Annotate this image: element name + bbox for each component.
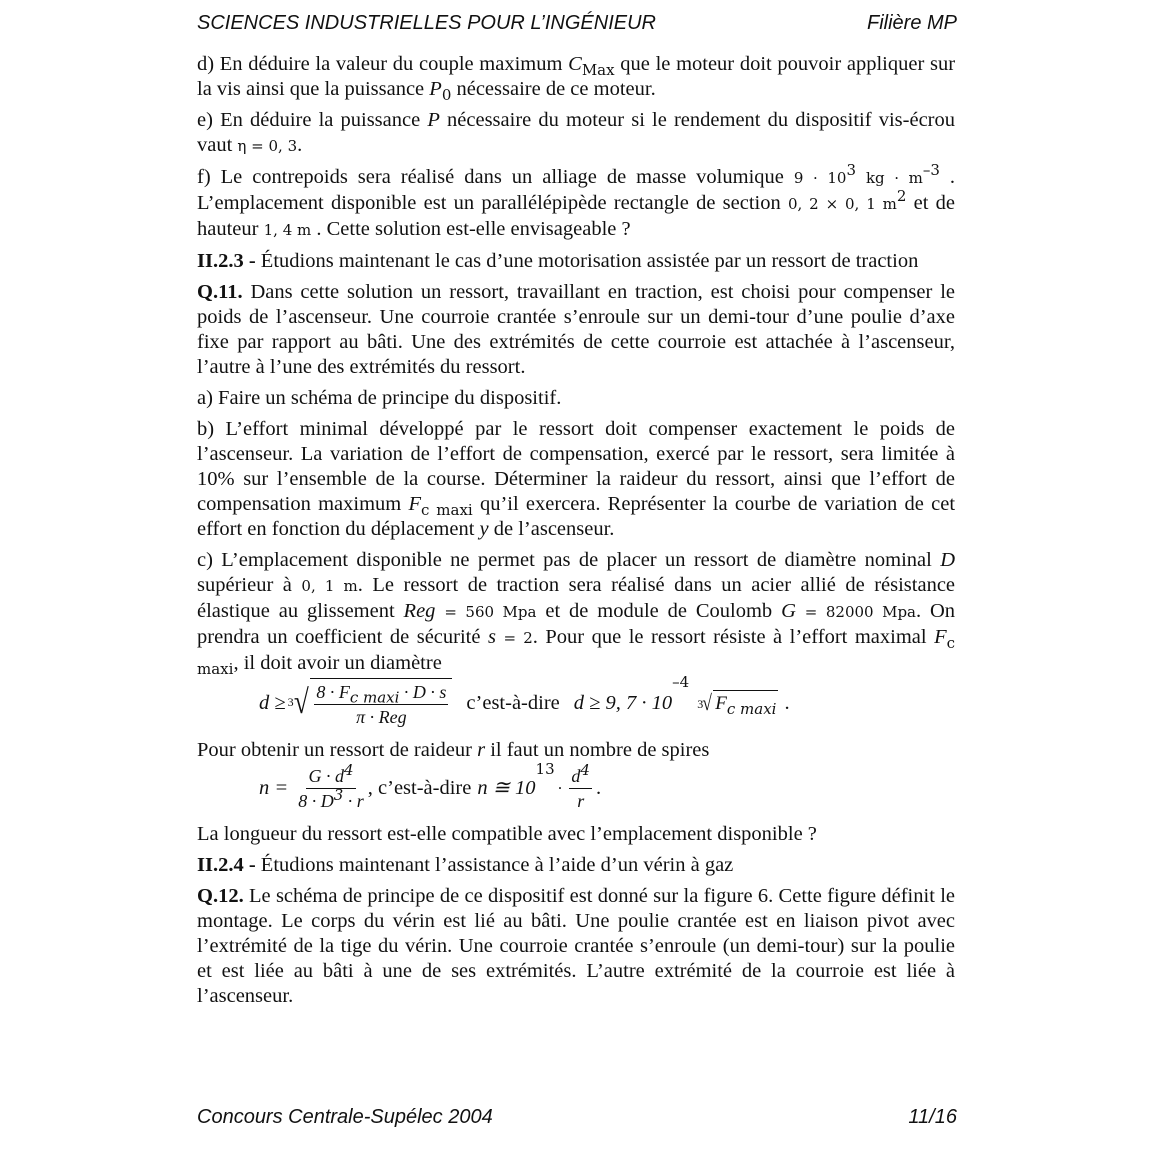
math-sup: –3 xyxy=(922,161,940,180)
section-number: II.2.4 - xyxy=(197,854,256,876)
fraction xyxy=(314,681,448,728)
math-var: P xyxy=(427,109,440,131)
question-f xyxy=(197,161,956,243)
math-expr: · D · s xyxy=(403,682,447,702)
math-sup: 3 xyxy=(333,786,344,804)
math-var: C xyxy=(568,53,582,75)
question-12 xyxy=(197,884,955,1009)
fraction-numerator xyxy=(314,681,448,705)
compatibility-question xyxy=(197,822,955,847)
math-expr: kg · m xyxy=(865,169,923,187)
math-expr: · r xyxy=(347,791,364,811)
math-expr: = 82000 Mpa xyxy=(804,603,916,621)
equation-spires: n = $\frac{G \cdot d^4}{8 \cdot D^3 \cdot r}$ , c’est-à-dire n ≅ 10 13 · $\frac{d^4}{r}$ . xyxy=(259,760,602,811)
question-11 xyxy=(197,280,955,380)
math-expr: η = 0, 3 xyxy=(237,137,298,155)
math-var: r xyxy=(477,739,486,761)
text: nécessaire de ce moteur. xyxy=(456,78,656,100)
text: . Cette solution est-elle envisageable ? xyxy=(316,218,631,240)
question-number: Q.11. xyxy=(197,281,243,303)
math-sub: 0 xyxy=(441,86,452,105)
math-expr: · xyxy=(557,779,563,797)
page-number: 11/16 xyxy=(908,1106,957,1128)
math-var: F xyxy=(715,693,727,714)
text: . L’emplacement disponible est un parallélépipède rectangle de section xyxy=(197,166,956,214)
text: de l’ascenseur. xyxy=(493,518,615,540)
text: f) Le contrepoids sera réalisé dans un alliage de masse volumique xyxy=(197,166,784,188)
header-track: Filière MP xyxy=(866,12,957,34)
fraction-denominator: r xyxy=(577,791,585,811)
math-var: s xyxy=(488,626,496,648)
text: nécessaire du moteur si le rendement du dispositif vis-écrou vaut xyxy=(197,109,955,156)
page-body xyxy=(197,52,955,1015)
math-expr: d ≥ xyxy=(259,691,286,714)
text: . On prendra un coefficient de sécurité xyxy=(197,600,956,648)
math-var: d xyxy=(571,766,581,786)
radicand xyxy=(713,690,778,716)
text: et de hauteur xyxy=(197,192,955,240)
text: Le schéma de principe de ce dispositif est donné sur la figure 6. Cette figure définit le montage. Le corps du vérin est lié au bâti. Une poulie crantée est en liaison pivot avec l’extrémité de la tige du vérin. Une courroie crantée s’enroule (un demi-tour) sur la poulie et est liée au bâti à une de ses extrémités. L’autre extrémité de la courroie est liée à l’ascenseur. xyxy=(197,885,955,1007)
math-sub: c maxi xyxy=(421,501,473,520)
math-sub: c maxi xyxy=(726,699,777,718)
text: . Pour que le ressort résiste à l’effort maximal xyxy=(532,626,927,648)
math-var: D xyxy=(940,549,956,571)
question-e xyxy=(197,108,955,159)
question-11a xyxy=(197,386,955,411)
text: a) Faire un schéma de principe du dispositif. xyxy=(197,387,562,409)
cube-root xyxy=(288,678,453,728)
radical-sign: √ xyxy=(702,690,713,715)
text: . xyxy=(595,777,602,799)
question-11c xyxy=(197,548,956,679)
math-var: y xyxy=(479,518,489,540)
fraction-numerator xyxy=(306,761,355,789)
math-expr: 8 · D xyxy=(298,791,334,811)
math-sup: 4 xyxy=(343,761,354,779)
text: . Le ressort de traction sera réalisé dans un acier allié de résistance élastique au glissement xyxy=(197,574,956,622)
text: e) En déduire la puissance xyxy=(197,109,421,131)
radical-sign: √ xyxy=(293,684,309,721)
math-var: Reg xyxy=(403,600,436,622)
text: , c’est-à-dire xyxy=(367,777,472,799)
math-expr: 1, 4 m xyxy=(263,221,312,239)
math-expr: n = xyxy=(259,777,289,799)
math-var: P xyxy=(429,78,442,100)
math-sup: 3 xyxy=(846,161,856,180)
math-sub: Max xyxy=(581,61,615,80)
text: La longueur du ressort est-elle compatible avec l’emplacement disponible ? xyxy=(197,823,817,845)
math-expr: n ≅ 10 xyxy=(477,777,536,799)
math-sup: 2 xyxy=(896,187,907,206)
fraction-denominator xyxy=(298,786,364,812)
section-heading-2-2-4 xyxy=(197,853,955,878)
text: que le moteur doit pouvoir appliquer sur la vis ainsi que la puissance xyxy=(197,53,956,100)
root-index: 3 xyxy=(697,696,704,711)
spires-intro xyxy=(197,738,955,763)
text: . xyxy=(784,691,790,714)
math-expr: d ≥ 9, 7 · 10 xyxy=(573,691,673,714)
math-var: F xyxy=(408,493,422,515)
text: Pour obtenir un ressort de raideur xyxy=(197,739,472,761)
math-expr: 0, 1 m xyxy=(301,577,358,595)
text: , il doit avoir un diamètre xyxy=(233,652,442,674)
text: et de module de Coulomb xyxy=(545,600,773,622)
math-expr: 9 · 10 xyxy=(793,169,847,187)
fraction-numerator xyxy=(569,761,592,789)
section-title: Étudions maintenant le cas d’une motorisation assistée par un ressort de traction xyxy=(260,250,919,272)
math-expr: 0, 2 × 0, 1 m xyxy=(787,195,897,213)
question-11b xyxy=(197,417,955,542)
footer-contest: Concours Centrale-Supélec 2004 xyxy=(197,1106,493,1128)
fraction-denominator: π · Reg xyxy=(356,707,407,727)
section-number: II.2.3 - xyxy=(197,250,256,272)
text: il faut un nombre de spires xyxy=(490,739,710,761)
section-title: Étudions maintenant l’assistance à l’aide d’un vérin à gaz xyxy=(260,854,734,876)
text: b) L’effort minimal développé par le ressort doit compenser exactement le poids de l’ascenseur. La variation de l’effort de compensation, exercé par le ressort, sera limitée à 10% sur l’ensemble de la course. Déterminer la raideur du ressort, ainsi que l’effort de compensation maximum xyxy=(197,418,955,515)
math-sup: 4 xyxy=(580,761,590,779)
equation-diameter: d ≥ 3 √ $\frac{8 \cdot F_{c maxi} \cdot D \cdot s}{\text{π · Reg}}$ c’est-à-dire d ≥ 9, 7 · 10 –4 3 √ $F_{c maxi}$ . xyxy=(259,673,790,727)
root-index: 3 xyxy=(287,695,294,709)
math-sub: c maxi xyxy=(349,688,400,707)
text: Dans cette solution un ressort, travaillant en traction, est choisi pour compenser le poids de l’ascenseur. Une courroie crantée s’enroule sur un demi-tour d’une poulie d’axe fixe par rapport au bâti. Une des extrémités de cette courroie est attachée à l’ascenseur, l’autre à l’une des extrémités du ressort. xyxy=(197,281,955,378)
header-title: SCIENCES INDUSTRIELLES POUR L’INGÉNIEUR xyxy=(197,12,656,34)
radicand xyxy=(310,678,452,728)
math-var: G xyxy=(781,600,796,622)
fraction xyxy=(298,761,364,812)
math-var: F xyxy=(934,626,947,648)
math-expr: = 560 Mpa xyxy=(444,603,537,621)
math-expr: 8 · F xyxy=(316,682,350,702)
text: . xyxy=(297,134,303,156)
cube-root xyxy=(697,690,778,717)
page-footer xyxy=(197,1106,957,1129)
text: d) En déduire la valeur du couple maximum xyxy=(197,53,563,75)
fraction xyxy=(569,761,592,812)
question-d xyxy=(197,52,956,105)
math-expr: G · d xyxy=(308,766,344,786)
text: qu’il exercera. Représenter la courbe de variation de cet effort en fonction du déplacement xyxy=(197,493,956,540)
section-heading-2-2-3 xyxy=(197,249,955,274)
page-header xyxy=(197,12,957,35)
text: c’est-à-dire xyxy=(466,691,560,714)
math-sub: c maxi xyxy=(197,634,956,679)
text: supérieur à xyxy=(197,574,292,596)
math-expr: = 2 xyxy=(503,629,533,647)
text: c) L’emplacement disponible ne permet pas de placer un ressort de diamètre nominal xyxy=(197,549,932,571)
question-number: Q.12. xyxy=(197,885,244,907)
